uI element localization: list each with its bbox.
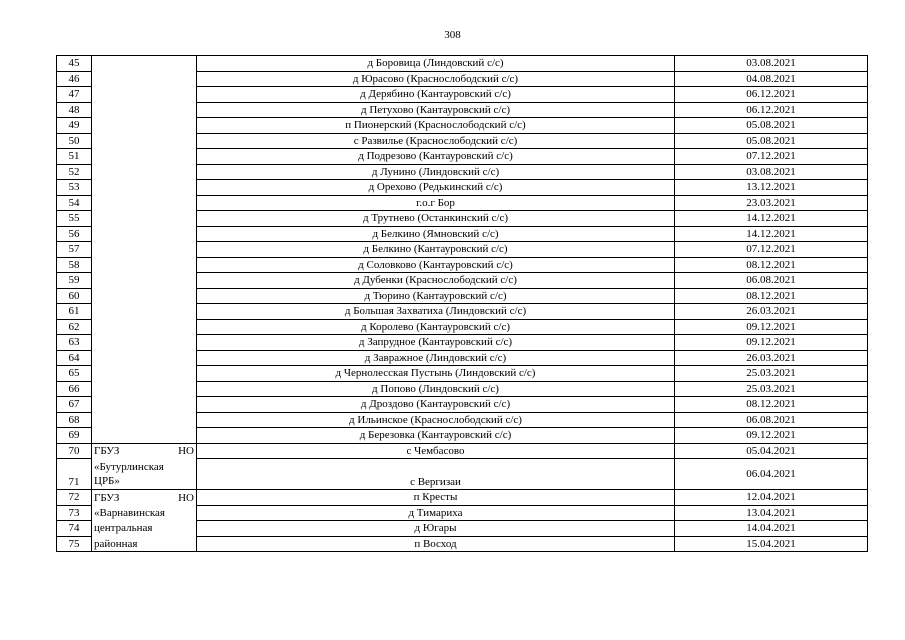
- row-number: 72: [57, 490, 92, 506]
- organization-cell: [92, 366, 197, 382]
- visit-date: 14.04.2021: [675, 521, 868, 537]
- table-row: [57, 381, 868, 397]
- settlement-name: с Чембасово: [197, 443, 675, 459]
- org-name-line: [94, 491, 194, 505]
- organization-cell: [92, 71, 197, 87]
- settlement-name: д Большая Захватиха (Линдовский с/с): [197, 304, 675, 320]
- settlement-name: д Югары: [197, 521, 675, 537]
- settlement-name: п Восход: [197, 536, 675, 552]
- visit-date: 06.04.2021: [675, 459, 868, 490]
- row-number: 50: [57, 133, 92, 149]
- table-row: [57, 505, 868, 521]
- organization-cell: [92, 180, 197, 196]
- settlements-table: [56, 55, 868, 552]
- settlement-name: д Трутнево (Останкинский с/с): [197, 211, 675, 227]
- organization-cell: [92, 195, 197, 211]
- visit-date: 23.03.2021: [675, 195, 868, 211]
- org-type: ГБУЗ: [94, 491, 120, 504]
- settlement-name: г.о.г Бор: [197, 195, 675, 211]
- organization-cell: [92, 118, 197, 134]
- visit-date: 05.08.2021: [675, 133, 868, 149]
- visit-date: 12.04.2021: [675, 490, 868, 506]
- settlement-name: с Развилье (Краснослободский с/с): [197, 133, 675, 149]
- row-number: 57: [57, 242, 92, 258]
- row-number: 52: [57, 164, 92, 180]
- organization-cell: [92, 319, 197, 335]
- row-number: 58: [57, 257, 92, 273]
- settlement-name: д Белкино (Ямновский с/с): [197, 226, 675, 242]
- row-number: 54: [57, 195, 92, 211]
- visit-date: 09.12.2021: [675, 428, 868, 444]
- settlement-name: д Дубенки (Краснослободский с/с): [197, 273, 675, 289]
- organization-cell: [92, 397, 197, 413]
- row-number: 46: [57, 71, 92, 87]
- table-row: [57, 397, 868, 413]
- row-number: 63: [57, 335, 92, 351]
- table-row: [57, 87, 868, 103]
- row-number: 60: [57, 288, 92, 304]
- row-number: 69: [57, 428, 92, 444]
- visit-date: 08.12.2021: [675, 288, 868, 304]
- table-row: [57, 118, 868, 134]
- org-region: НО: [178, 445, 194, 457]
- organization-cell: [92, 350, 197, 366]
- settlement-name: д Завражное (Линдовский с/с): [197, 350, 675, 366]
- visit-date: 05.04.2021: [675, 443, 868, 459]
- settlement-name: п Кресты: [197, 490, 675, 506]
- settlement-name: д Боровица (Линдовский с/с): [197, 56, 675, 72]
- table-row: [57, 304, 868, 320]
- organization-cell: [92, 56, 197, 72]
- organization-cell: [92, 459, 197, 490]
- row-number: 55: [57, 211, 92, 227]
- row-number: 47: [57, 87, 92, 103]
- organization-cell: [92, 87, 197, 103]
- settlement-name: п Пионерский (Краснослободский с/с): [197, 118, 675, 134]
- organization-cell: [92, 428, 197, 444]
- settlement-name: д Тимариха: [197, 505, 675, 521]
- visit-date: 26.03.2021: [675, 350, 868, 366]
- table-row: [57, 195, 868, 211]
- org-name-line: ЦРБ»: [94, 474, 120, 487]
- settlement-name: д Запрудное (Кантауровский с/с): [197, 335, 675, 351]
- visit-date: 06.08.2021: [675, 273, 868, 289]
- organization-cell: [92, 443, 197, 459]
- row-number: 73: [57, 505, 92, 521]
- row-number: 67: [57, 397, 92, 413]
- settlement-name: д Белкино (Кантауровский с/с): [197, 242, 675, 258]
- visit-date: 07.12.2021: [675, 149, 868, 165]
- row-number: 48: [57, 102, 92, 118]
- organization-cell: [92, 226, 197, 242]
- table-row: [57, 350, 868, 366]
- row-number: 49: [57, 118, 92, 134]
- visit-date: 25.03.2021: [675, 366, 868, 382]
- organization-cell: районная: [92, 536, 197, 552]
- visit-date: 14.12.2021: [675, 211, 868, 227]
- organization-cell: [92, 164, 197, 180]
- row-number: 70: [57, 443, 92, 459]
- settlement-name: д Попово (Линдовский с/с): [197, 381, 675, 397]
- row-number: 65: [57, 366, 92, 382]
- organization-cell: [92, 490, 197, 506]
- org-name-line: [94, 444, 194, 458]
- visit-date: 06.12.2021: [675, 87, 868, 103]
- table-row: [57, 412, 868, 428]
- visit-date: 08.12.2021: [675, 397, 868, 413]
- row-number: 62: [57, 319, 92, 335]
- settlement-name: д Чернолесская Пустынь (Линдовский с/с): [197, 366, 675, 382]
- table-row: [57, 521, 868, 537]
- org-type: ГБУЗ: [94, 445, 120, 457]
- row-number: 64: [57, 350, 92, 366]
- visit-date: 15.04.2021: [675, 536, 868, 552]
- visit-date: 09.12.2021: [675, 319, 868, 335]
- organization-cell: [92, 242, 197, 258]
- organization-cell: [92, 273, 197, 289]
- organization-cell: центральная: [92, 521, 197, 537]
- row-number: 66: [57, 381, 92, 397]
- table-row: [57, 71, 868, 87]
- settlement-name: д Юрасово (Краснослободский с/с): [197, 71, 675, 87]
- organization-cell: [92, 211, 197, 227]
- row-number: 56: [57, 226, 92, 242]
- settlement-name: д Лунино (Линдовский с/с): [197, 164, 675, 180]
- org-region: НО: [178, 491, 194, 504]
- organization-cell: [92, 257, 197, 273]
- visit-date: 09.12.2021: [675, 335, 868, 351]
- organization-cell: [92, 304, 197, 320]
- row-number: 71: [57, 459, 92, 490]
- visit-date: 06.12.2021: [675, 102, 868, 118]
- table-row: [57, 164, 868, 180]
- row-number: 68: [57, 412, 92, 428]
- organization-cell: [92, 381, 197, 397]
- table-row: [57, 102, 868, 118]
- visit-date: 13.12.2021: [675, 180, 868, 196]
- table-row: [57, 56, 868, 72]
- org-name-line: «Бутурлинская: [94, 460, 164, 473]
- row-number: 59: [57, 273, 92, 289]
- visit-date: 04.08.2021: [675, 71, 868, 87]
- row-number: 53: [57, 180, 92, 196]
- visit-date: 25.03.2021: [675, 381, 868, 397]
- table-row: [57, 133, 868, 149]
- settlement-name: д Петухово (Кантауровский с/с): [197, 102, 675, 118]
- visit-date: 07.12.2021: [675, 242, 868, 258]
- table-row: [57, 443, 868, 459]
- settlement-name: д Соловково (Кантауровский с/с): [197, 257, 675, 273]
- organization-cell: [92, 335, 197, 351]
- row-number: 74: [57, 521, 92, 537]
- table-row: [57, 428, 868, 444]
- row-number: 51: [57, 149, 92, 165]
- settlement-name: с Вергизаи: [197, 459, 675, 490]
- table-row: [57, 366, 868, 382]
- settlement-name: д Березовка (Кантауровский с/с): [197, 428, 675, 444]
- visit-date: 08.12.2021: [675, 257, 868, 273]
- visit-date: 26.03.2021: [675, 304, 868, 320]
- organization-cell: [92, 102, 197, 118]
- visit-date: 03.08.2021: [675, 56, 868, 72]
- settlement-name: д Дроздово (Кантауровский с/с): [197, 397, 675, 413]
- row-number: 45: [57, 56, 92, 72]
- table-row: [57, 149, 868, 165]
- table-row: [57, 288, 868, 304]
- row-number: 75: [57, 536, 92, 552]
- table-row: [57, 257, 868, 273]
- table-row: [57, 242, 868, 258]
- visit-date: 03.08.2021: [675, 164, 868, 180]
- page-number: 308: [444, 29, 461, 41]
- table-row: [57, 211, 868, 227]
- organization-cell: [92, 288, 197, 304]
- settlement-name: д Королево (Кантауровский с/с): [197, 319, 675, 335]
- table-row: [57, 180, 868, 196]
- settlement-name: д Дерябино (Кантауровский с/с): [197, 87, 675, 103]
- row-number: 61: [57, 304, 92, 320]
- settlement-name: д Тюрино (Кантауровский с/с): [197, 288, 675, 304]
- table-row: [57, 459, 868, 490]
- table-row: [57, 319, 868, 335]
- organization-cell: [92, 133, 197, 149]
- visit-date: 14.12.2021: [675, 226, 868, 242]
- organization-cell: [92, 149, 197, 165]
- settlement-name: д Ильинское (Краснослободский с/с): [197, 412, 675, 428]
- table-row: [57, 226, 868, 242]
- visit-date: 13.04.2021: [675, 505, 868, 521]
- organization-cell: [92, 412, 197, 428]
- table-row: [57, 273, 868, 289]
- table-row: [57, 490, 868, 506]
- settlement-name: д Подрезово (Кантауровский с/с): [197, 149, 675, 165]
- settlement-name: д Орехово (Редькинский с/с): [197, 180, 675, 196]
- table-row: [57, 335, 868, 351]
- table-row: [57, 536, 868, 552]
- visit-date: 05.08.2021: [675, 118, 868, 134]
- organization-cell: «Варнавинская: [92, 505, 197, 521]
- visit-date: 06.08.2021: [675, 412, 868, 428]
